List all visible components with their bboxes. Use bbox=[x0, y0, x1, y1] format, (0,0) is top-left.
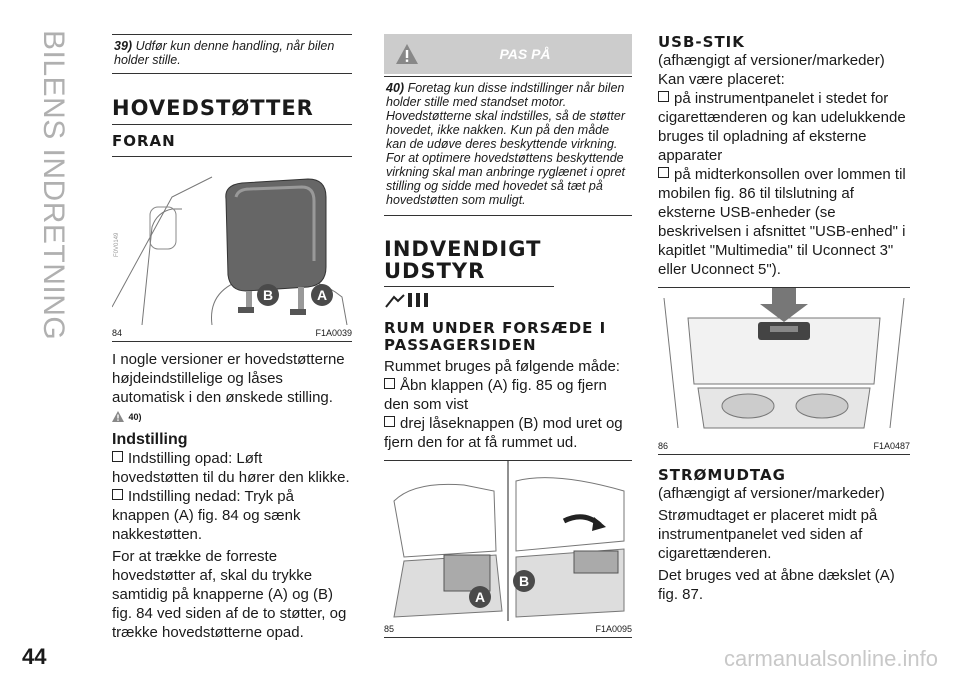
bullet-box-icon bbox=[384, 416, 395, 427]
bullet-down: Indstilling nedad: Tryk på knappen (A) fig. 84 og sænk nakkestøtten. bbox=[112, 488, 301, 543]
power-availability: (afhængigt af versioner/markeder) bbox=[658, 485, 885, 502]
power-usage: Det bruges ved at åbne dækslet (A) fig. 87. bbox=[658, 567, 895, 603]
para-headrest-intro: I nogle versioner er hovedstøtterne højdeindstillelige og låses automatisk i den ønskede stilling. bbox=[112, 351, 345, 406]
label-a: A bbox=[316, 287, 328, 303]
bullet-turn-knob: drej låseknappen (B) mod uret og fjern den for at få rummet ud. bbox=[384, 415, 623, 451]
usb-availability: (afhængigt af versioner/markeder) bbox=[658, 52, 885, 69]
bullet-box-icon bbox=[112, 489, 123, 500]
column-1 bbox=[112, 34, 352, 642]
bullet-box-icon bbox=[112, 451, 123, 462]
side-chapter-title: BILENS INDRETNING bbox=[37, 30, 70, 341]
label-b: B bbox=[262, 287, 274, 303]
headrest-illustration bbox=[112, 157, 352, 325]
fig-86-number: 86 bbox=[658, 441, 669, 451]
bullet-box-icon bbox=[384, 378, 395, 389]
bullet-box-icon bbox=[658, 91, 669, 102]
fig85-label-b: B bbox=[518, 573, 530, 589]
para-remove-headrests: For at trække de forreste hovedstøtter af, skal du trykke samtidig på knapperne (A) og (B) fig. 84 ved siden af de to støtter, og trække hovedstøtterne opad. bbox=[112, 548, 347, 641]
heading-usb: USB-STIK bbox=[658, 33, 745, 51]
heading-setting: Indstilling bbox=[112, 431, 188, 448]
bullet-up: Indstilling opad: Løft hovedstøtten til du hører den klikke. bbox=[112, 450, 350, 486]
usb-console-illustration bbox=[658, 288, 910, 438]
heading-power-outlet: STRØMUDTAG bbox=[658, 466, 786, 484]
figure-85 bbox=[384, 460, 632, 638]
note-39: 39) Udfør kun denne handling, når bilen holder stille. bbox=[112, 34, 352, 74]
fig85-label-a: A bbox=[474, 589, 486, 605]
warning-bar bbox=[384, 34, 632, 74]
warning-ref: 40) bbox=[112, 409, 352, 427]
para-storage-usage: Rummet bruges på følgende måde: bbox=[384, 358, 620, 375]
warning-title: PAS PÅ bbox=[499, 46, 551, 62]
bullet-open-flap: Åbn klappen (A) fig. 85 og fjern den som vist bbox=[384, 377, 607, 413]
figure-86 bbox=[658, 287, 910, 455]
fig-85-number: 85 bbox=[384, 624, 395, 634]
power-placement: Strømudtaget er placeret midt på instrumentpanelet ved siden af cigarettænderen. bbox=[658, 507, 878, 562]
fig-84-number: 84 bbox=[112, 328, 123, 338]
heading-interior-equipment: INDVENDIGT UDSTYR bbox=[384, 238, 554, 287]
column-2 bbox=[384, 34, 632, 638]
warning-icon bbox=[112, 411, 124, 422]
bullet-box-icon bbox=[658, 167, 669, 178]
fig-84-code: F1A0039 bbox=[315, 328, 352, 338]
usb-placement: Kan være placeret: bbox=[658, 71, 785, 88]
under-seat-storage-illustration bbox=[384, 461, 632, 621]
watermark: carmanualsonline.info bbox=[723, 646, 938, 671]
warning-triangle-icon bbox=[396, 44, 418, 64]
heading-headrests: HOVEDSTØTTER bbox=[112, 96, 352, 125]
usb-bullet-console: på midterkonsollen over lommen til mobilen fig. 86 til tilslutning af eksterne USB-enheder (se beskrivelsen i afsnittet "USB-enhed" i kapitlet "Multimedia" til Uconnect 3" eller Uconnect 5"). bbox=[658, 166, 906, 278]
fig-85-code: F1A0095 bbox=[595, 624, 632, 634]
warning-40-text: 40) Foretag kun disse indstillinger når bilen holder stille med standset motor. Hovedstøtterne skal indstilles, så de støtter hovedet, ikke nakken. Kun på den måde kan de udøve deres beskyttende virkning. For at optimere hovedstøttens beskyttende virkning skal man anbringe ryglænet i opret stilling og sidde med hovedet så tæt på hovedstøtten som muligt. bbox=[384, 76, 632, 216]
fig-side-code: F0V0149 bbox=[114, 232, 120, 257]
heading-storage-under-seat: RUM UNDER FORSÆDE I PASSAGERSIDEN bbox=[384, 319, 607, 354]
page-number: 44 bbox=[22, 644, 47, 669]
fig-86-code: F1A0487 bbox=[873, 441, 910, 451]
interior-equipment-icon bbox=[384, 291, 432, 311]
column-3 bbox=[658, 34, 910, 604]
usb-bullet-dashboard: på instrumentpanelet i stedet for cigarettænderen og kan udelukkende bruges til opladning af eksterne apparater bbox=[658, 90, 906, 164]
figure-84 bbox=[112, 156, 352, 342]
heading-front: FORAN bbox=[112, 132, 176, 150]
